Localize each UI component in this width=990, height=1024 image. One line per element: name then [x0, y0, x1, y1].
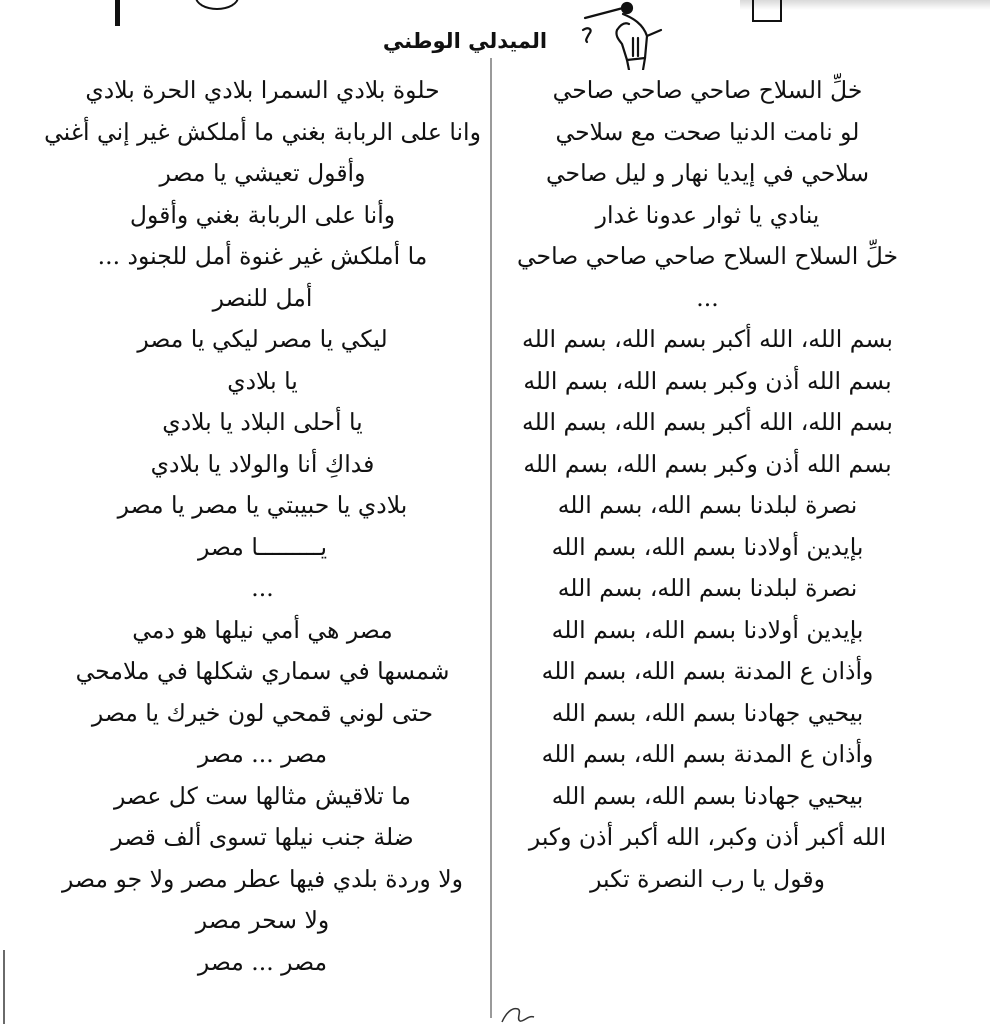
lyric-line: حلوة بلادي السمرا بلادي الحرة بلادي [85, 76, 440, 104]
lyric-line: خلِّ السلاح صاحي صاحي صاحي [552, 76, 863, 104]
lyric-line: يا بلادي [227, 366, 298, 395]
header-decoration-arc [195, 0, 239, 10]
lyric-line: شمسها في سماري شكلها في ملامحي [75, 657, 450, 685]
lyric-line: نصرة لبلدنا بسم الله، بسم الله [557, 574, 858, 602]
left-lyrics-column [40, 70, 485, 983]
lyric-line: ... [696, 283, 719, 312]
lyric-line: بإيدين أولادنا بسم الله، بسم الله [551, 532, 864, 561]
lyric-line: نصرة لبلدنا بسم الله، بسم الله [557, 491, 858, 519]
lyric-line: ولا سحر مصر [195, 906, 330, 934]
lyric-line: وأنا على الربابة بغني وأقول [129, 200, 396, 229]
lyric-line: ليكي يا مصر ليكي يا مصر [137, 325, 388, 353]
page-title: الميدلي الوطني [382, 29, 548, 53]
lyric-line: ... [251, 574, 274, 602]
lyric-line: بسم الله، الله أكبر بسم الله، بسم الله [522, 408, 893, 436]
lyric-line: ولا وردة بلدي فيها عطر مصر ولا جو مصر [62, 864, 463, 893]
lyric-line: سلاحي في إيديا نهار و ليل صاحي [545, 159, 870, 187]
lyric-line: وأذان ع المدنة بسم الله، بسم الله [541, 657, 874, 685]
lyric-line: حتى لوني قمحي لون خيرك يا مصر [91, 698, 434, 727]
lyric-line: بسم الله أذن وكبر بسم الله، بسم الله [523, 366, 892, 395]
lyric-line: يـــــــــا مصر [197, 532, 328, 561]
right-lyrics-column [495, 70, 920, 900]
lyric-line: ما تلاقيش مثالها ست كل عصر [113, 781, 412, 810]
lyric-line: فداكِ أنا والولاد يا بلادي [150, 449, 375, 478]
lyric-line: ينادي يا ثوار عدونا غدار [595, 200, 820, 229]
lyric-line: مصر ... مصر [197, 740, 328, 768]
left-edge-line [3, 950, 5, 1024]
lyric-line: بيحيي جهادنا بسم الله، بسم الله [551, 781, 864, 810]
lyric-line: ضلة جنب نيلها تسوى ألف قصر [111, 823, 414, 851]
lyric-line: وانا على الربابة بغني ما أملكش غير إني أغني [44, 117, 481, 146]
lyric-line: بسم الله، الله أكبر بسم الله، بسم الله [522, 325, 893, 353]
lyric-line: وأقول تعيشي يا مصر [159, 159, 366, 187]
lyric-line: ما أملكش غير غنوة أمل للجنود ... [97, 242, 428, 270]
lyric-line: أمل للنصر [212, 283, 313, 312]
lyric-line: بلادي يا حبيبتي يا مصر يا مصر [117, 491, 408, 519]
conductor-hand-icon [575, 0, 670, 70]
lyric-line: يا أحلى البلاد يا بلادي [162, 408, 363, 436]
lyric-line: وأذان ع المدنة بسم الله، بسم الله [541, 740, 874, 768]
lyric-line: بإيدين أولادنا بسم الله، بسم الله [551, 615, 864, 644]
lyric-line: مصر ... مصر [197, 947, 328, 976]
signature-scribble [498, 995, 538, 1024]
header-decoration-bar [115, 0, 120, 26]
lyric-line: وقول يا رب النصرة تكبر [590, 864, 825, 893]
lyric-line: مصر هي أمي نيلها هو دمي [132, 615, 393, 644]
lyric-line: بسم الله أذن وكبر بسم الله، بسم الله [523, 449, 892, 478]
header-decoration-frame [752, 0, 782, 22]
lyric-line: لو نامت الدنيا صحت مع سلاحي [555, 117, 860, 146]
lyric-line: الله أكبر أذن وكبر، الله أكبر أذن وكبر [528, 823, 887, 851]
lyric-line: بيحيي جهادنا بسم الله، بسم الله [551, 698, 864, 727]
column-divider [490, 58, 492, 1018]
lyric-line: خلِّ السلاح السلاح صاحي صاحي صاحي [516, 242, 899, 270]
